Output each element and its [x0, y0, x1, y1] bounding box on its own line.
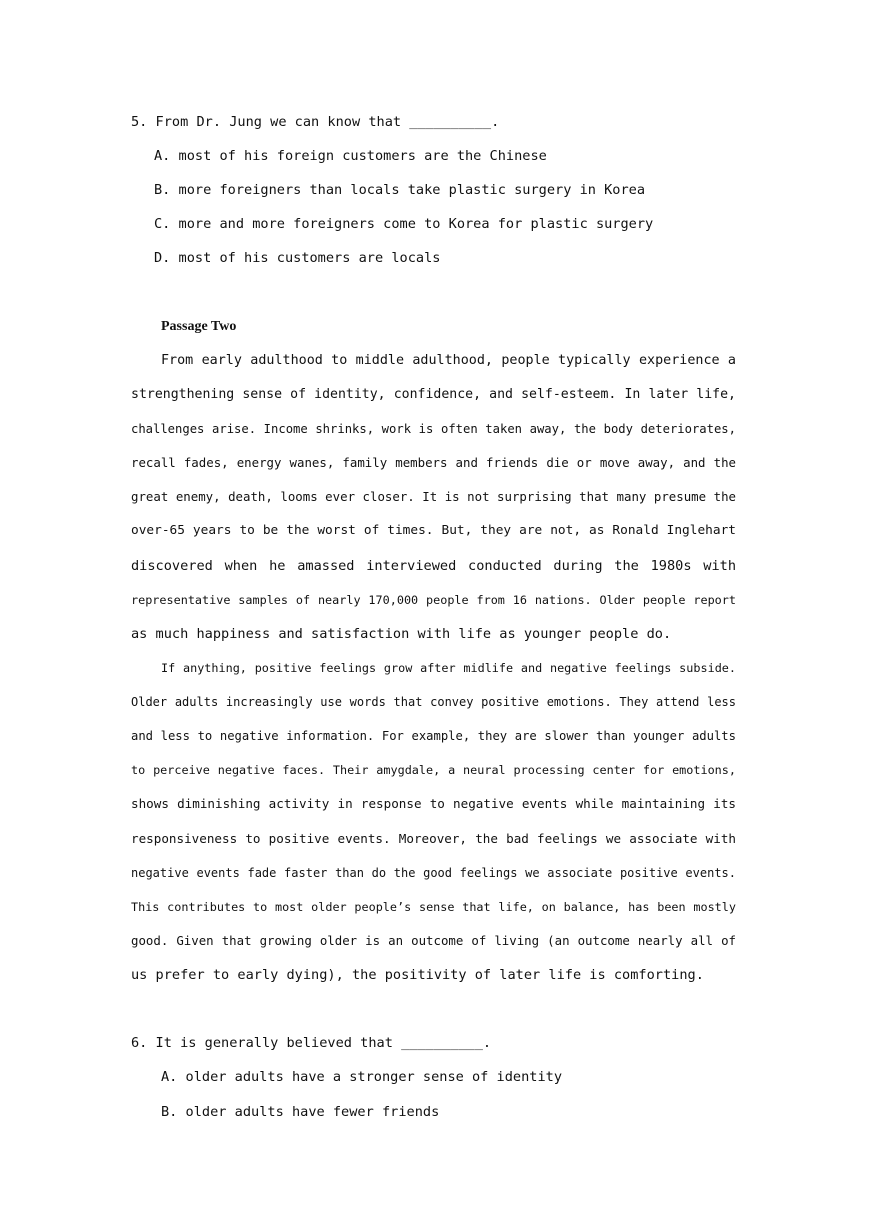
paragraph-1-line: strengthening sense of identity, confidence, and self-esteem. In later life, [131, 387, 736, 402]
question-6-option-b: B. older adults have fewer friends [161, 1104, 440, 1120]
paragraph-2-line: to perceive negative faces. Their amygdale, a neural processing center for emotions, [131, 763, 736, 777]
question-5-option-d: D. most of his customers are locals [154, 250, 441, 266]
question-5-option-c: C. more and more foreigners come to Korea for plastic surgery [154, 216, 654, 232]
question-5-stem: 5. From Dr. Jung we can know that __________. [131, 114, 500, 130]
paragraph-2-line: good. Given that growing older is an outcome of living (an outcome nearly all of [131, 933, 736, 948]
paragraph-2-line: shows diminishing activity in response to negative events while maintaining its [131, 796, 736, 811]
paragraph-1-line: as much happiness and satisfaction with life as younger people do. [131, 626, 672, 642]
paragraph-1-line: From early adulthood to middle adulthood, people typically experience a [161, 353, 736, 368]
paragraph-1-line: recall fades, energy wanes, family members and friends die or move away, and the [131, 455, 736, 470]
paragraph-2-line: This contributes to most older people’s sense that life, on balance, has been mostly [131, 900, 736, 914]
paragraph-1-line: over-65 years to be the worst of times. But, they are not, as Ronald Inglehart [131, 523, 736, 538]
paragraph-2-line: and less to negative information. For example, they are slower than younger adults [131, 729, 736, 743]
paragraph-1-line: representative samples of nearly 170,000 people from 16 nations. Older people report [131, 593, 736, 607]
paragraph-2-line: responsiveness to positive events. Moreover, the bad feelings we associate with [131, 831, 736, 846]
paragraph-2-line: Older adults increasingly use words that convey positive emotions. They attend less [131, 695, 736, 709]
paragraph-1-line: great enemy, death, looms ever closer. It is not surprising that many presume the [131, 489, 736, 504]
paragraph-2-line: us prefer to early dying), the positivity of later life is comforting. [131, 967, 704, 983]
question-5-option-b: B. more foreigners than locals take plastic surgery in Korea [154, 182, 646, 198]
question-6-option-a: A. older adults have a stronger sense of identity [161, 1069, 563, 1085]
passage-title: Passage Two [161, 319, 237, 334]
question-5-option-a: A. most of his foreign customers are the Chinese [154, 148, 547, 164]
question-6-stem: 6. It is generally believed that __________. [131, 1035, 492, 1051]
paragraph-1-line: challenges arise. Income shrinks, work is often taken away, the body deteriorates, [131, 422, 736, 436]
paragraph-2-line: If anything, positive feelings grow after midlife and negative feelings subside. [161, 661, 736, 675]
paragraph-1-line: discovered when he amassed interviewed conducted during the 1980s with [131, 558, 736, 574]
paragraph-2-line: negative events fade faster than do the good feelings we associate positive events. [131, 866, 736, 880]
